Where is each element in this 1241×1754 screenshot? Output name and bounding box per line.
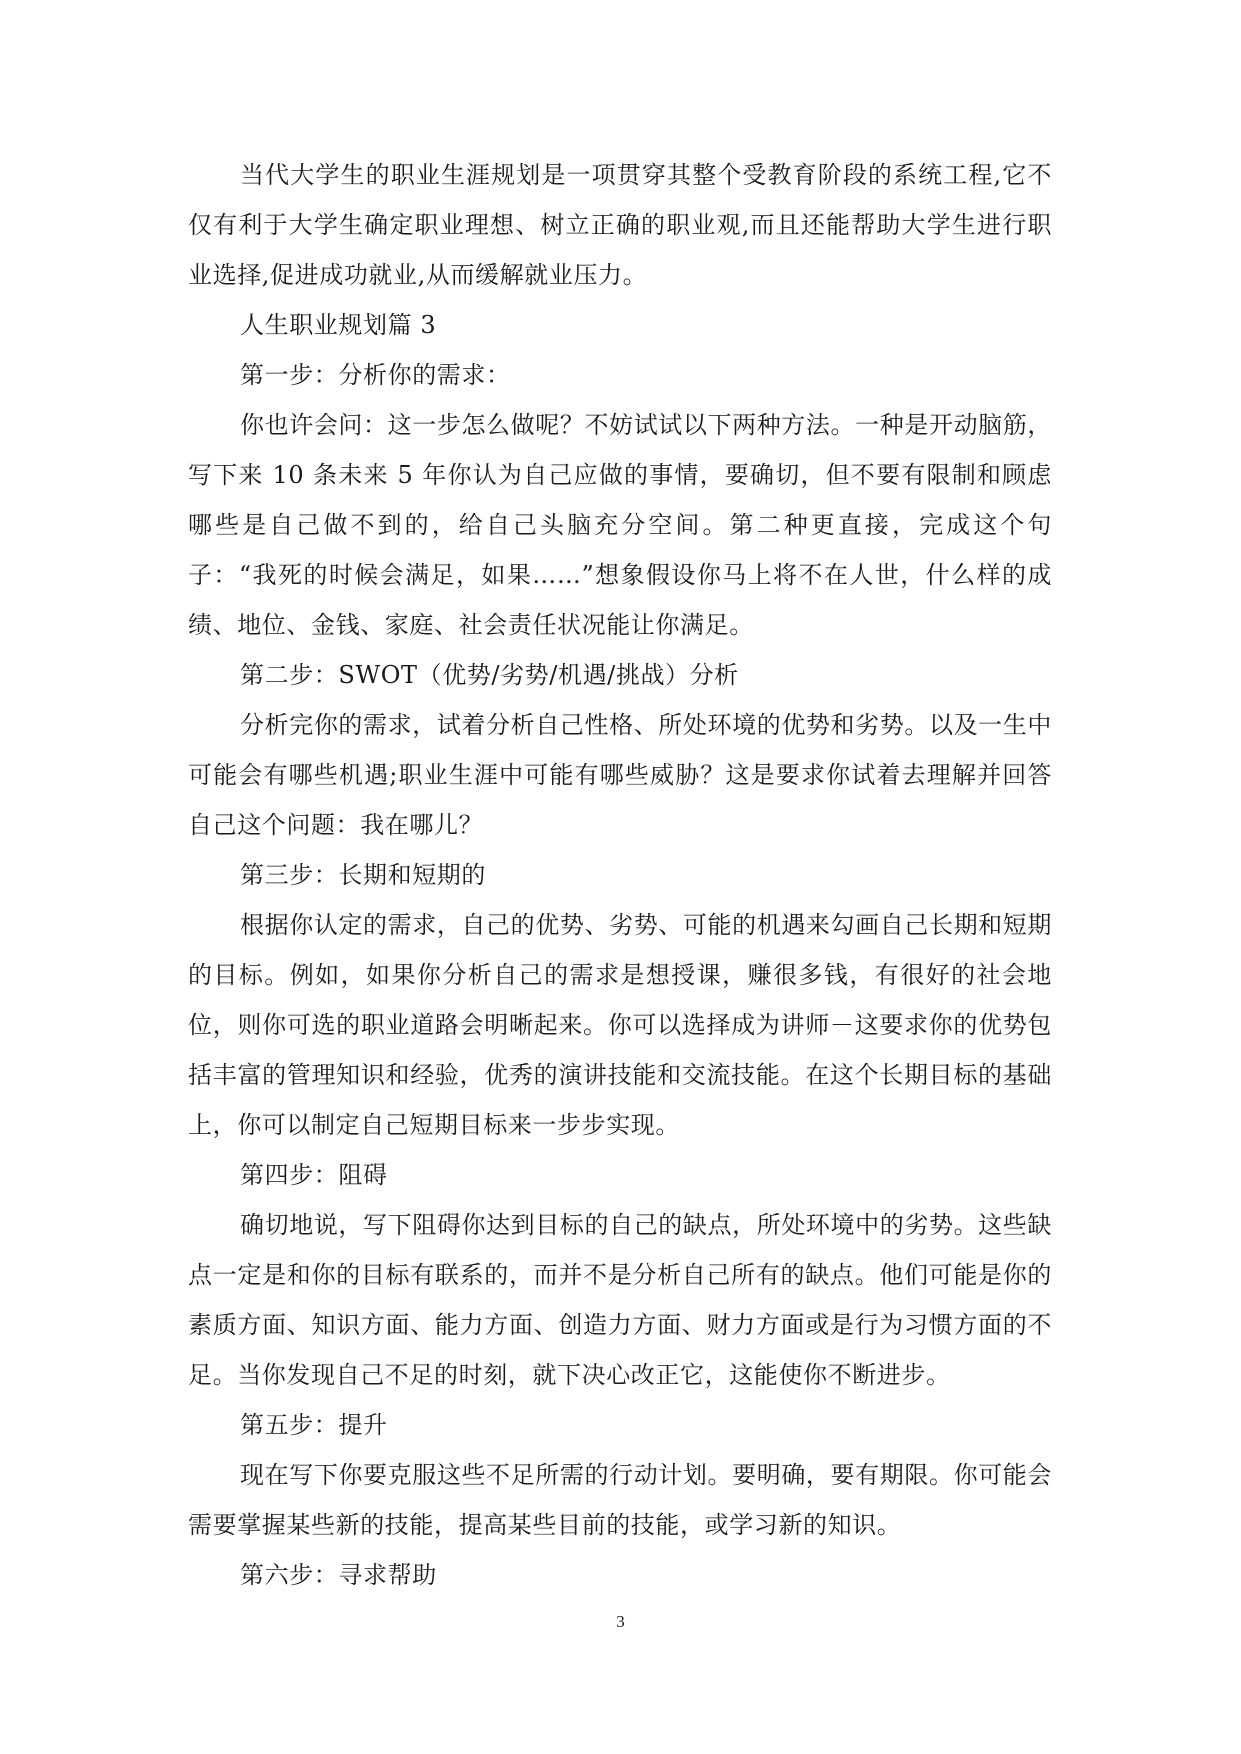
- page-number: 3: [616, 1612, 625, 1631]
- section-heading: 人生职业规划篇 3: [240, 311, 437, 339]
- step-heading: 第一步：分析你的需求：: [240, 361, 511, 389]
- step-heading: 第六步：寻求帮助: [240, 1561, 437, 1589]
- body-paragraph: 确切地说，写下阻碍你达到目标的自己的缺点，所处环境中的劣势。这些缺点一定是和你的目标有联系的，而并不是分析自己所有的缺点。他们可能是你的素质方面、知识方面、能力方面、创造力方面、财力方面或是行为习惯方面的不足。当你发现自己不足的时刻，就下决心改正它，这能使你不断进步。: [188, 1211, 1052, 1389]
- body-paragraph: 现在写下你要克服这些不足所需的行动计划。要明确，要有期限。你可能会需要掌握某些新的技能，提高某些目前的技能，或学习新的知识。: [188, 1461, 1052, 1539]
- step-heading: 第五步：提升: [240, 1411, 388, 1439]
- body-paragraph: 分析完你的需求，试着分析自己性格、所处环境的优势和劣势。以及一生中可能会有哪些机遇;职业生涯中可能有哪些威胁？这是要求你试着去理解并回答自己这个问题：我在哪儿？: [188, 711, 1052, 839]
- body-paragraph: 你也许会问：这一步怎么做呢？不妨试试以下两种方法。一种是开动脑筋，写下来 10 条未来 5 年你认为自己应做的事情，要确切，但不要有限制和顾虑哪些是自己做不到的，给自己头脑充分空间。第二种更直接，完成这个句子：“我死的时候会满足，如果……”想象假设你马上将不在人世，什么样的成绩、地位、金钱、家庭、社会责任状况能让你满足。: [188, 411, 1052, 639]
- document-body: [188, 150, 1052, 1600]
- body-paragraph: 根据你认定的需求，自己的优势、劣势、可能的机遇来勾画自己长期和短期的目标。例如，如果你分析自己的需求是想授课，赚很多钱，有很好的社会地位，则你可选的职业道路会明晰起来。你可以选择成为讲师－这要求你的优势包括丰富的管理知识和经验，优秀的演讲技能和交流技能。在这个长期目标的基础上，你可以制定自己短期目标来一步步实现。: [188, 911, 1052, 1139]
- step-heading: 第四步：阻碍: [240, 1161, 388, 1189]
- step-heading: 第二步：SWOT（优势/劣势/机遇/挑战）分析: [240, 661, 739, 689]
- body-paragraph: 当代大学生的职业生涯规划是一项贯穿其整个受教育阶段的系统工程,它不仅有利于大学生确定职业理想、树立正确的职业观,而且还能帮助大学生进行职业选择,促进成功就业,从而缓解就业压力。: [188, 161, 1052, 289]
- step-heading: 第三步：长期和短期的: [240, 861, 486, 889]
